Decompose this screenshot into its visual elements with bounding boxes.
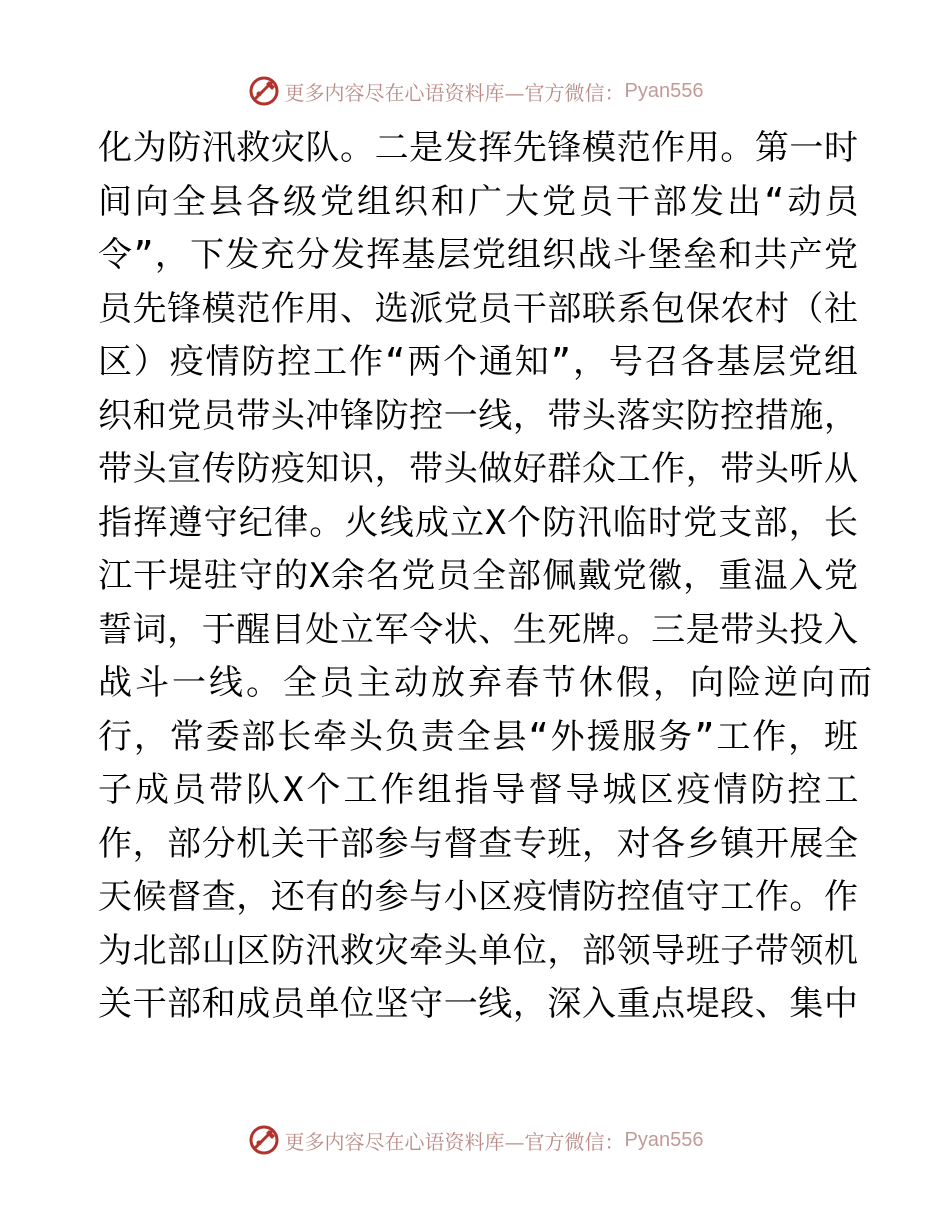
text-line: 令”，下发充分发挥基层党组织战斗堡垒和共产党 xyxy=(98,235,858,275)
watermark-wechat-id: Pyan556 xyxy=(624,79,704,102)
text-line: 誓词，于醒目处立军令状、生死牌。三是带头投入 xyxy=(98,609,858,650)
text-line: 间向全县各级党组织和广大党员干部发出“动员 xyxy=(98,181,862,222)
text-line: 天候督查，还有的参与小区疫情防控值守工作。作 xyxy=(98,877,858,917)
text-line: 织和党员带头冲锋防控一线，带头落实防控措施， xyxy=(98,395,858,436)
watermark-text: 更多内容尽在心语资料库—官方微信： xyxy=(284,1129,625,1154)
text-line: 区）疫情防控工作“两个通知”，号召各基层党组 xyxy=(98,342,858,382)
text-line: 行，常委部长牵头负责全县“外援服务”工作，班 xyxy=(98,716,858,757)
text-line: 指挥遵守纪律。火线成立X个防汛临时党支部，长 xyxy=(98,502,858,543)
text-line: 子成员带队X个工作组指导督导城区疫情防控工 xyxy=(98,770,862,810)
body-text xyxy=(98,122,875,1032)
text-line: 江干堤驻守的X余名党员全部佩戴党徽，重温入党 xyxy=(98,556,858,596)
text-line: 带头宣传防疫知识，带头做好群众工作，带头听从 xyxy=(98,449,858,489)
watermark-wechat-id: Pyan556 xyxy=(624,1128,704,1151)
text-line: 作，部分机关干部参与督查专班，对各乡镇开展全 xyxy=(98,823,858,864)
text-line: 化为防汛救灾队。二是发挥先锋模范作用。第一时 xyxy=(98,128,858,168)
logo-icon xyxy=(247,74,281,108)
text-line: 为北部山区防汛救灾牵头单位，部领导班子带领机 xyxy=(98,930,858,971)
watermark-header xyxy=(0,71,950,111)
text-line: 员先锋模范作用、选派党员干部联系包保农村（社 xyxy=(98,288,858,329)
watermark-text: 更多内容尽在心语资料库—官方微信： xyxy=(284,80,625,105)
watermark-footer xyxy=(0,1120,950,1160)
text-line: 战斗一线。全员主动放弃春节休假，向险逆向而 xyxy=(98,663,875,703)
logo-icon xyxy=(247,1123,281,1157)
text-line: 关干部和成员单位坚守一线，深入重点堤段、集中 xyxy=(98,984,858,1024)
